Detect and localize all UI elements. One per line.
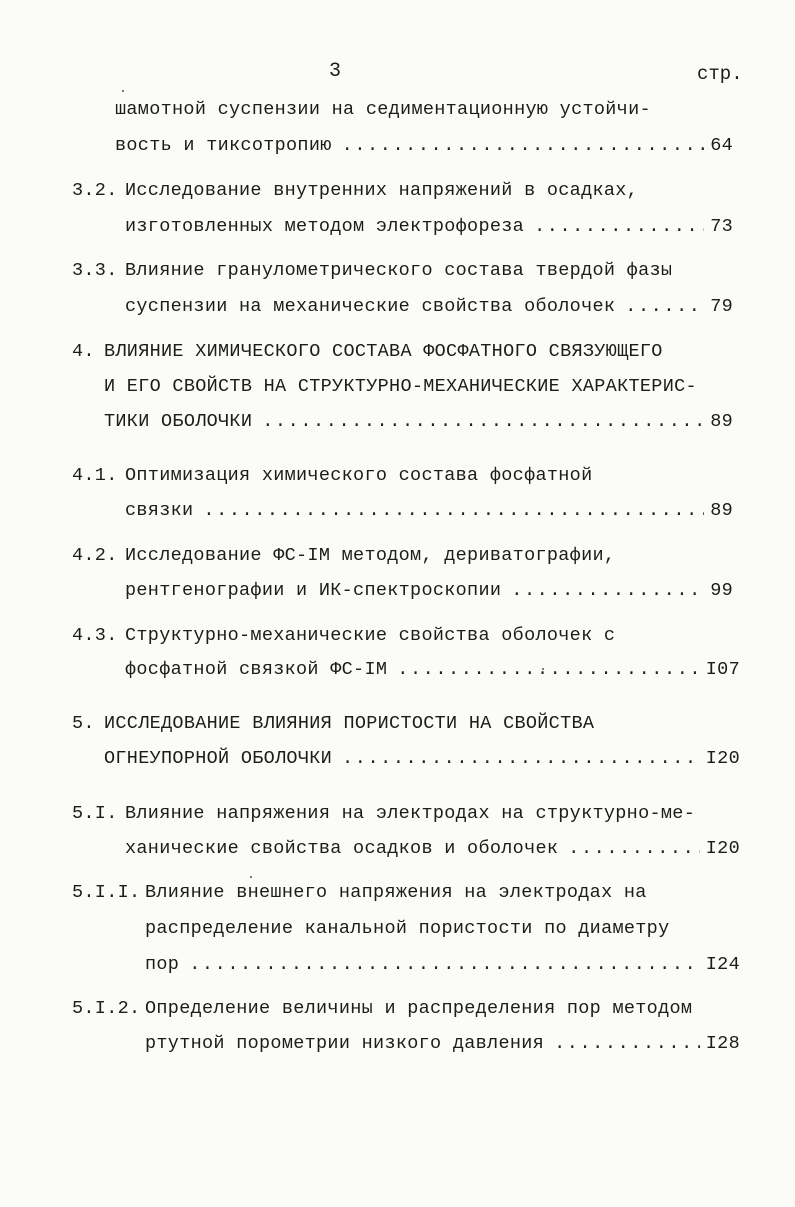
toc-page-ref: 89 <box>710 411 733 432</box>
section-number: 5. <box>72 713 95 734</box>
section-number: 3.3. <box>72 260 118 281</box>
toc-entry-line: 4. ВЛИЯНИЕ ХИМИЧЕСКОГО СОСТАВА ФОСФАТНОГО СВЯЗУЮЩЕГО <box>72 338 663 366</box>
toc-entry-line-leader: рентгенографии и ИК-спектроскопии ..... 99 <box>125 577 733 605</box>
dot-leader <box>262 408 704 436</box>
toc-entry-line-leader: ханические свойства осадков и оболочек ..... I20 <box>125 835 740 863</box>
toc-entry-line-leader: вость и тиксотропию ..... 64 <box>115 132 733 160</box>
toc-entry-line: 5.I. Влияние напряжения на электродах на структурно-ме- <box>72 800 695 828</box>
section-number: 4.1. <box>72 465 118 486</box>
toc-entry-line: И ЕГО СВОЙСТВ НА СТРУКТУРНО-МЕХАНИЧЕСКИЕ ХАРАКТЕРИС- <box>104 376 697 397</box>
toc-entry-line: 5. ИССЛЕДОВАНИЕ ВЛИЯНИЯ ПОРИСТОСТИ НА СВОЙСТВА <box>72 710 594 738</box>
section-number: 5.I.2. <box>72 998 141 1019</box>
toc-page-ref: 64 <box>710 135 733 156</box>
section-number: 3.2. <box>72 180 118 201</box>
toc-page-ref: I24 <box>705 954 740 975</box>
toc-entry-line-leader: ОГНЕУПОРНОЙ ОБОЛОЧКИ ..... I20 <box>104 745 740 773</box>
toc-entry-line-leader: ртутной порометрии низкого давления ..... I28 <box>145 1030 740 1058</box>
toc-entry-line: 4.2. Исследование ФС-IМ методом, дериватографии, <box>72 542 615 570</box>
toc-page-ref: 79 <box>710 296 733 317</box>
toc-page-ref: 89 <box>710 500 733 521</box>
toc-entry-line-leader: ТИКИ ОБОЛОЧКИ ..... 89 <box>104 408 733 436</box>
dot-leader <box>397 656 700 684</box>
toc-entry-line-leader: фосфатной связкой ФС-IМ ..... I07 <box>125 656 740 684</box>
dot-leader <box>342 745 700 773</box>
scan-speck <box>122 90 124 92</box>
toc-entry-line: 4.3. Структурно-механические свойства оболочек с <box>72 622 615 650</box>
pages-column-label: стр. <box>697 63 743 85</box>
toc-page-ref: I20 <box>705 748 740 769</box>
toc-entry-line: распределение канальной пористости по диаметру <box>145 918 670 939</box>
toc-entry-line-leader: изготовленных методом электрофореза ..... 73 <box>125 213 733 241</box>
section-number: 4.3. <box>72 625 118 646</box>
dot-leader <box>189 951 700 979</box>
dot-leader <box>568 835 700 863</box>
section-number: 5.I.I. <box>72 882 141 903</box>
toc-entry-line: 3.3. Влияние гранулометрического состава твердой фазы <box>72 257 672 285</box>
toc-entry-line: 4.1. Оптимизация химического состава фосфатной <box>72 462 592 490</box>
dot-leader <box>554 1030 700 1058</box>
dot-leader <box>534 213 704 241</box>
toc-entry-line-leader: связки ..... 89 <box>125 497 733 525</box>
dot-leader <box>511 577 704 605</box>
scan-speck <box>542 668 544 670</box>
scan-speck <box>250 876 252 878</box>
toc-page-ref: I07 <box>705 659 740 680</box>
toc-entry-line: 5.I.2. Определение величины и распределения пор методом <box>72 995 692 1023</box>
toc-entry-line-leader: пор ..... I24 <box>145 951 740 979</box>
toc-entry-line: 3.2. Исследование внутренних напряжений в осадках, <box>72 177 638 205</box>
section-number: 4.2. <box>72 545 118 566</box>
toc-entry-line: шамотной суспензии на седиментационную устойчи- <box>115 99 651 120</box>
page-number: 3 <box>329 60 342 83</box>
section-number: 5.I. <box>72 803 118 824</box>
toc-page-ref: 99 <box>710 580 733 601</box>
toc-entry-line: 5.I.I. Влияние внешнего напряжения на электродах на <box>72 879 647 907</box>
section-number: 4. <box>72 341 95 362</box>
toc-page-ref: 73 <box>710 216 733 237</box>
dot-leader <box>203 497 704 525</box>
toc-entry-line-leader: суспензии на механические свойства оболочек ..... 79 <box>125 293 733 321</box>
dot-leader <box>342 132 705 160</box>
dot-leader <box>625 293 704 321</box>
toc-page-ref: I28 <box>705 1033 740 1054</box>
toc-page-ref: I20 <box>705 838 740 859</box>
